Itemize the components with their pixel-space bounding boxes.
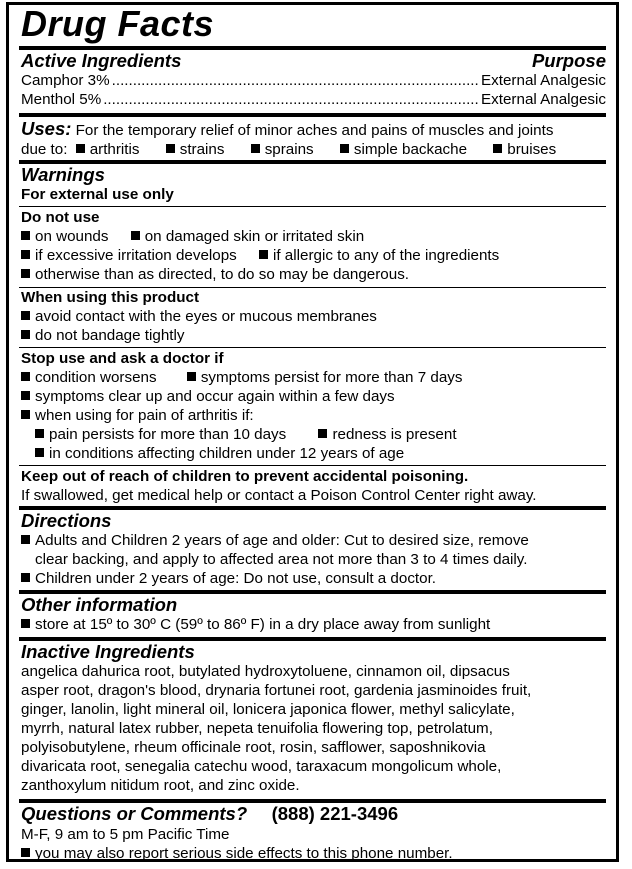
inactive-line: ginger, lanolin, light mineral oil, lonicera japonica flower, methyl salicylate, [21,701,515,718]
bullet-icon [35,448,44,457]
bullet-icon [21,573,30,582]
ingredient-purpose: External Analgesic [481,91,606,108]
bullet-icon [21,391,30,400]
do-not-use-item: on wounds [35,228,109,245]
phone-number: (888) 221-3496 [271,803,399,824]
bullet-icon [21,311,30,320]
when-using-item: avoid contact with the eyes or mucous membranes [35,308,377,325]
use-item: strains [179,141,225,158]
bullet-icon [21,535,30,544]
questions-heading: Questions or Comments? [21,803,248,824]
stop-use-heading: Stop use and ask a doctor if [21,350,224,367]
storage-text: store at 15º to 30º C (59º to 86º F) in a dry place away from sunlight [35,616,491,633]
divider [19,347,606,348]
warnings-heading: Warnings [21,164,105,185]
bullet-icon [21,410,30,419]
use-item: simple backache [353,141,468,158]
use-item: sprains [264,141,314,158]
external-use-text: For external use only [21,186,174,203]
bullet-icon [318,429,327,438]
uses-text: For the temporary relief of minor aches and pains of muscles and joints [75,122,554,139]
directions-heading: Directions [21,510,112,531]
stop-use-section [21,349,606,463]
ingredient-name: Menthol 5% [21,91,102,108]
inactive-line: angelica dahurica root, butylated hydroxytoluene, cinnamon oil, dipsacus [21,663,510,680]
do-not-use-heading: Do not use [21,209,100,226]
inactive-line: divaricata root, senegalia catechu wood, taraxacum mongolicum whole, [21,758,502,775]
inactive-line: polyisobutylene, rheum officinale root, rosin, safflower, saposhnikovia [21,739,486,756]
stop-use-item: symptoms clear up and occur again within a few days [35,388,395,405]
stop-use-subitem: pain persists for more than 10 days [49,426,287,443]
swallowed-text: If swallowed, get medical help or contact a Poison Control Center right away. [21,487,537,504]
bullet-icon [76,144,85,153]
leader-dots [103,90,479,109]
bullet-icon [21,330,30,339]
questions-section [21,804,606,863]
keep-out-section [21,467,606,505]
leader-dots [112,71,479,90]
inactive-line: zanthoxylum nitidum root, and zinc oxide. [21,777,300,794]
divider [19,113,606,117]
do-not-use-section [21,208,606,284]
purpose-heading: Purpose [531,50,606,71]
inactive-ingredients-section [21,642,606,795]
other-info-section [21,595,606,634]
bullet-icon [21,231,30,240]
bullet-icon [340,144,349,153]
bullet-icon [21,269,30,278]
stop-use-item: when using for pain of arthritis if: [35,407,254,424]
divider [19,465,606,466]
do-not-use-item: on damaged skin or irritated skin [144,228,365,245]
uses-heading: Uses: [21,118,72,139]
bullet-icon [21,372,30,381]
directions-children: Children under 2 years of age: Do not use, consult a doctor. [35,570,437,587]
bullet-icon [35,429,44,438]
divider [19,160,606,164]
inactive-line: myrrh, natural latex rubber, nepeta tenuifolia flowering top, petrolatum, [21,720,493,737]
inactive-heading: Inactive Ingredients [21,641,195,662]
do-not-use-item: if excessive irritation develops [35,247,237,264]
keep-out-text: Keep out of reach of children to prevent accidental poisoning. [21,468,469,485]
uses-due-to: due to: [21,141,68,158]
bullet-icon [251,144,260,153]
directions-adult-cont: clear backing, and apply to affected area not more than 3 to 4 times daily. [35,551,528,568]
when-using-item: do not bandage tightly [35,327,185,344]
uses-section [21,119,606,159]
hours-text: M-F, 9 am to 5 pm Pacific Time [21,826,230,843]
do-not-use-item: if allergic to any of the ingredients [272,247,500,264]
bullet-icon [259,250,268,259]
page-title: Drug Facts [21,3,215,44]
drug-facts-panel [6,2,619,862]
stop-use-subitem: in conditions affecting children under 12 years of age [49,445,405,462]
when-using-section [21,288,606,345]
bullet-icon [187,372,196,381]
bullet-icon [21,848,30,857]
ingredient-purpose: External Analgesic [481,72,606,89]
ingredient-row [21,71,606,90]
do-not-use-item: otherwise than as directed, to do so may be dangerous. [35,266,410,283]
bullet-icon [166,144,175,153]
other-info-heading: Other information [21,594,178,615]
stop-use-item: symptoms persist for more than 7 days [200,369,463,386]
divider [19,206,606,207]
report-text: you may also report serious side effects to this phone number. [35,845,453,862]
bullet-icon [493,144,502,153]
inactive-line: asper root, dragon's blood, drynaria fortunei root, gardenia jasminoides fruit, [21,682,532,699]
stop-use-item: condition worsens [35,369,157,386]
use-item: arthritis [89,141,140,158]
directions-adult: Adults and Children 2 years of age and older: Cut to desired size, remove [35,532,529,549]
active-ingredients-heading: Active Ingredients [21,50,182,71]
active-ingredients-section [21,51,606,109]
stop-use-subitem: redness is present [332,426,457,443]
bullet-icon [21,250,30,259]
use-item: bruises [507,141,557,158]
bullet-icon [21,619,30,628]
when-using-heading: When using this product [21,289,200,306]
bullet-icon [131,231,140,240]
ingredient-name: Camphor 3% [21,72,110,89]
ingredient-row [21,90,606,109]
warnings-section [21,165,606,204]
directions-section [21,511,606,588]
